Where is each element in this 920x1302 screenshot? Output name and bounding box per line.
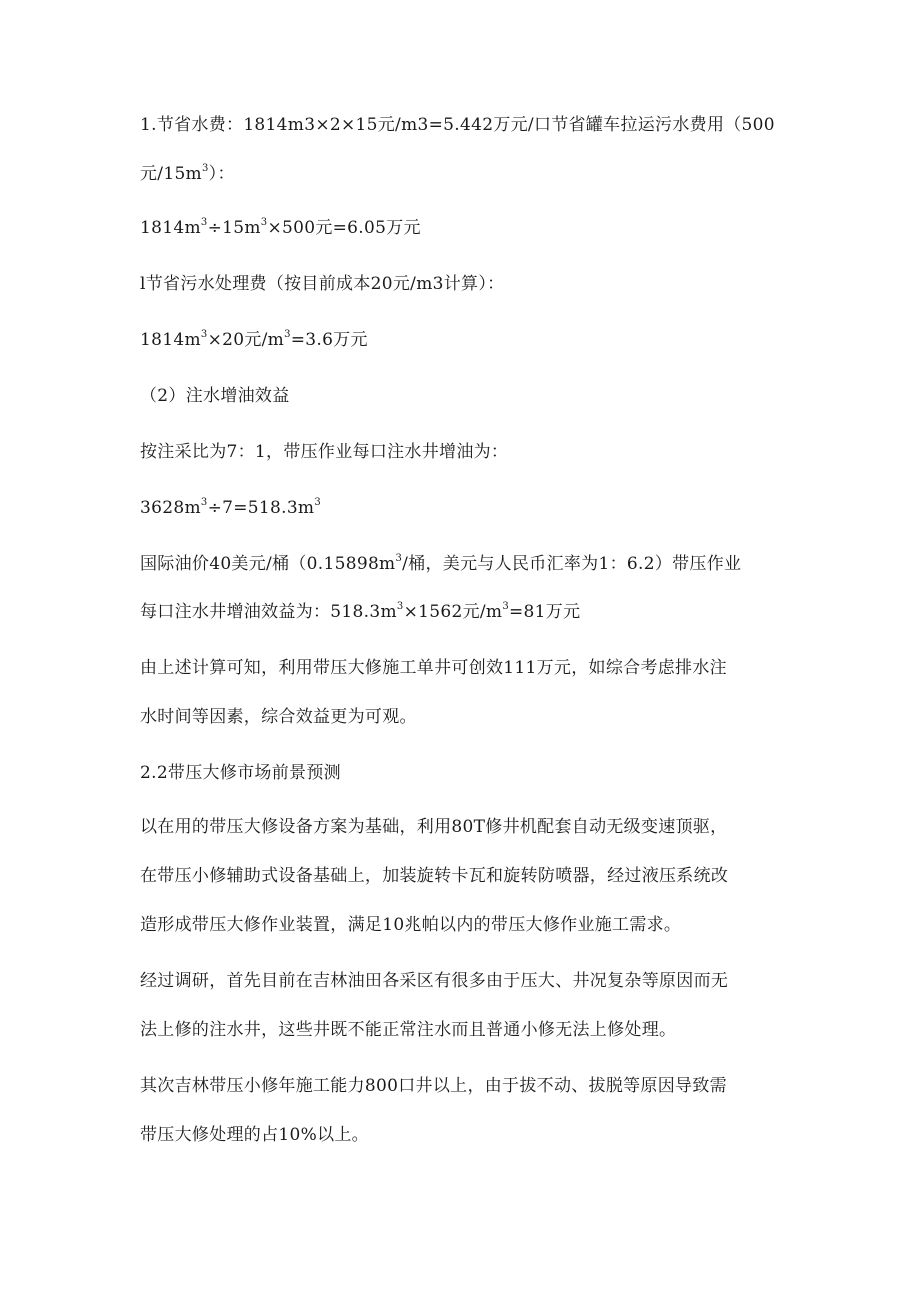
text-segment: /桶，美元与人民币汇率为1：6.2）带压作业 <box>402 554 742 574</box>
text-line-sewage-fee: l节省污水处理费（按目前成本20元/m3计算）： <box>140 274 505 294</box>
text-segment: 每口注水井增油效益为：518.3m <box>140 602 397 622</box>
superscript: 3 <box>314 497 322 509</box>
text-line-equipment-plan: 以在用的带压大修设备方案为基础，利用80T修井机配套自动无级变速顶驱， <box>140 817 728 837</box>
text-line-oil-benefit-formula <box>140 600 580 624</box>
text-segment: =3.6万元 <box>290 330 368 350</box>
text-segment: ×500元=6.05万元 <box>267 218 421 238</box>
text-line-oil-price <box>140 552 741 576</box>
text-line-survey: 经过调研，首先目前在吉林油田各采区有很多由于压大、井况复杂等原因而无 <box>140 971 729 991</box>
superscript: 3 <box>200 497 208 509</box>
text-line-sewage-formula <box>140 328 368 352</box>
text-line-oil-increase-formula <box>140 496 321 520</box>
text-line-conclusion: 由上述计算可知，利用带压大修施工单井可创效111万元，如综合考虑排水注 <box>140 658 727 678</box>
text-line-water-fee: 1.节省水费：1814m3×2×15元/m3=5.442万元/口节省罐车拉运污水费用（500 <box>140 115 775 135</box>
text-line-tank-cost-unit <box>140 162 235 186</box>
superscript: 3 <box>395 553 403 565</box>
text-line-tank-cost-formula <box>140 216 421 240</box>
text-segment: ×20元/m <box>207 330 285 350</box>
superscript: 3 <box>502 601 509 613</box>
text-line-equipment-plan-end: 造形成带压大修作业装置，满足10兆帕以内的带压大修作业施工需求。 <box>140 915 682 935</box>
superscript: 3 <box>260 217 268 229</box>
text-segment: ）： <box>208 164 235 184</box>
superscript: 3 <box>200 329 208 341</box>
text-line-survey-cont: 法上修的注水井，这些井既不能正常注水而且普通小修无法上修处理。 <box>140 1020 677 1040</box>
text-segment: 1814m <box>140 330 201 350</box>
text-segment: 3628m <box>140 498 201 518</box>
text-segment: 元/15m <box>140 164 202 184</box>
text-line-equipment-plan-cont: 在带压小修辅助式设备基础上，加装旋转卡瓦和旋转防喷器，经过液压系统改 <box>140 866 729 886</box>
text-line-injection-ratio: 按注采比为7：1，带压作业每口注水井增油为： <box>140 442 509 462</box>
text-segment: ÷15m <box>207 218 261 238</box>
superscript: 3 <box>284 329 291 341</box>
text-segment: 国际油价40美元/桶（0.15898m <box>140 554 396 574</box>
superscript: 3 <box>396 601 404 613</box>
text-line-capacity: 其次吉林带压小修年施工能力800口井以上，由于拔不动、拔脱等原因导致需 <box>140 1076 727 1096</box>
text-segment: =81万元 <box>509 602 581 622</box>
superscript: 3 <box>200 217 208 229</box>
text-line-conclusion-cont: 水时间等因素，综合效益更为可观。 <box>140 707 417 727</box>
text-segment: 1814m <box>140 218 201 238</box>
text-segment: ×1562元/m <box>403 602 503 622</box>
section-heading-market-forecast: 2.2带压大修市场前景预测 <box>140 763 341 783</box>
superscript: 3 <box>201 163 209 175</box>
text-segment: ÷7=518.3m <box>207 498 315 518</box>
text-line-capacity-cont: 带压大修处理的占10%以上。 <box>140 1125 369 1145</box>
section-heading-injection-benefit: （2）注水增油效益 <box>140 386 290 406</box>
